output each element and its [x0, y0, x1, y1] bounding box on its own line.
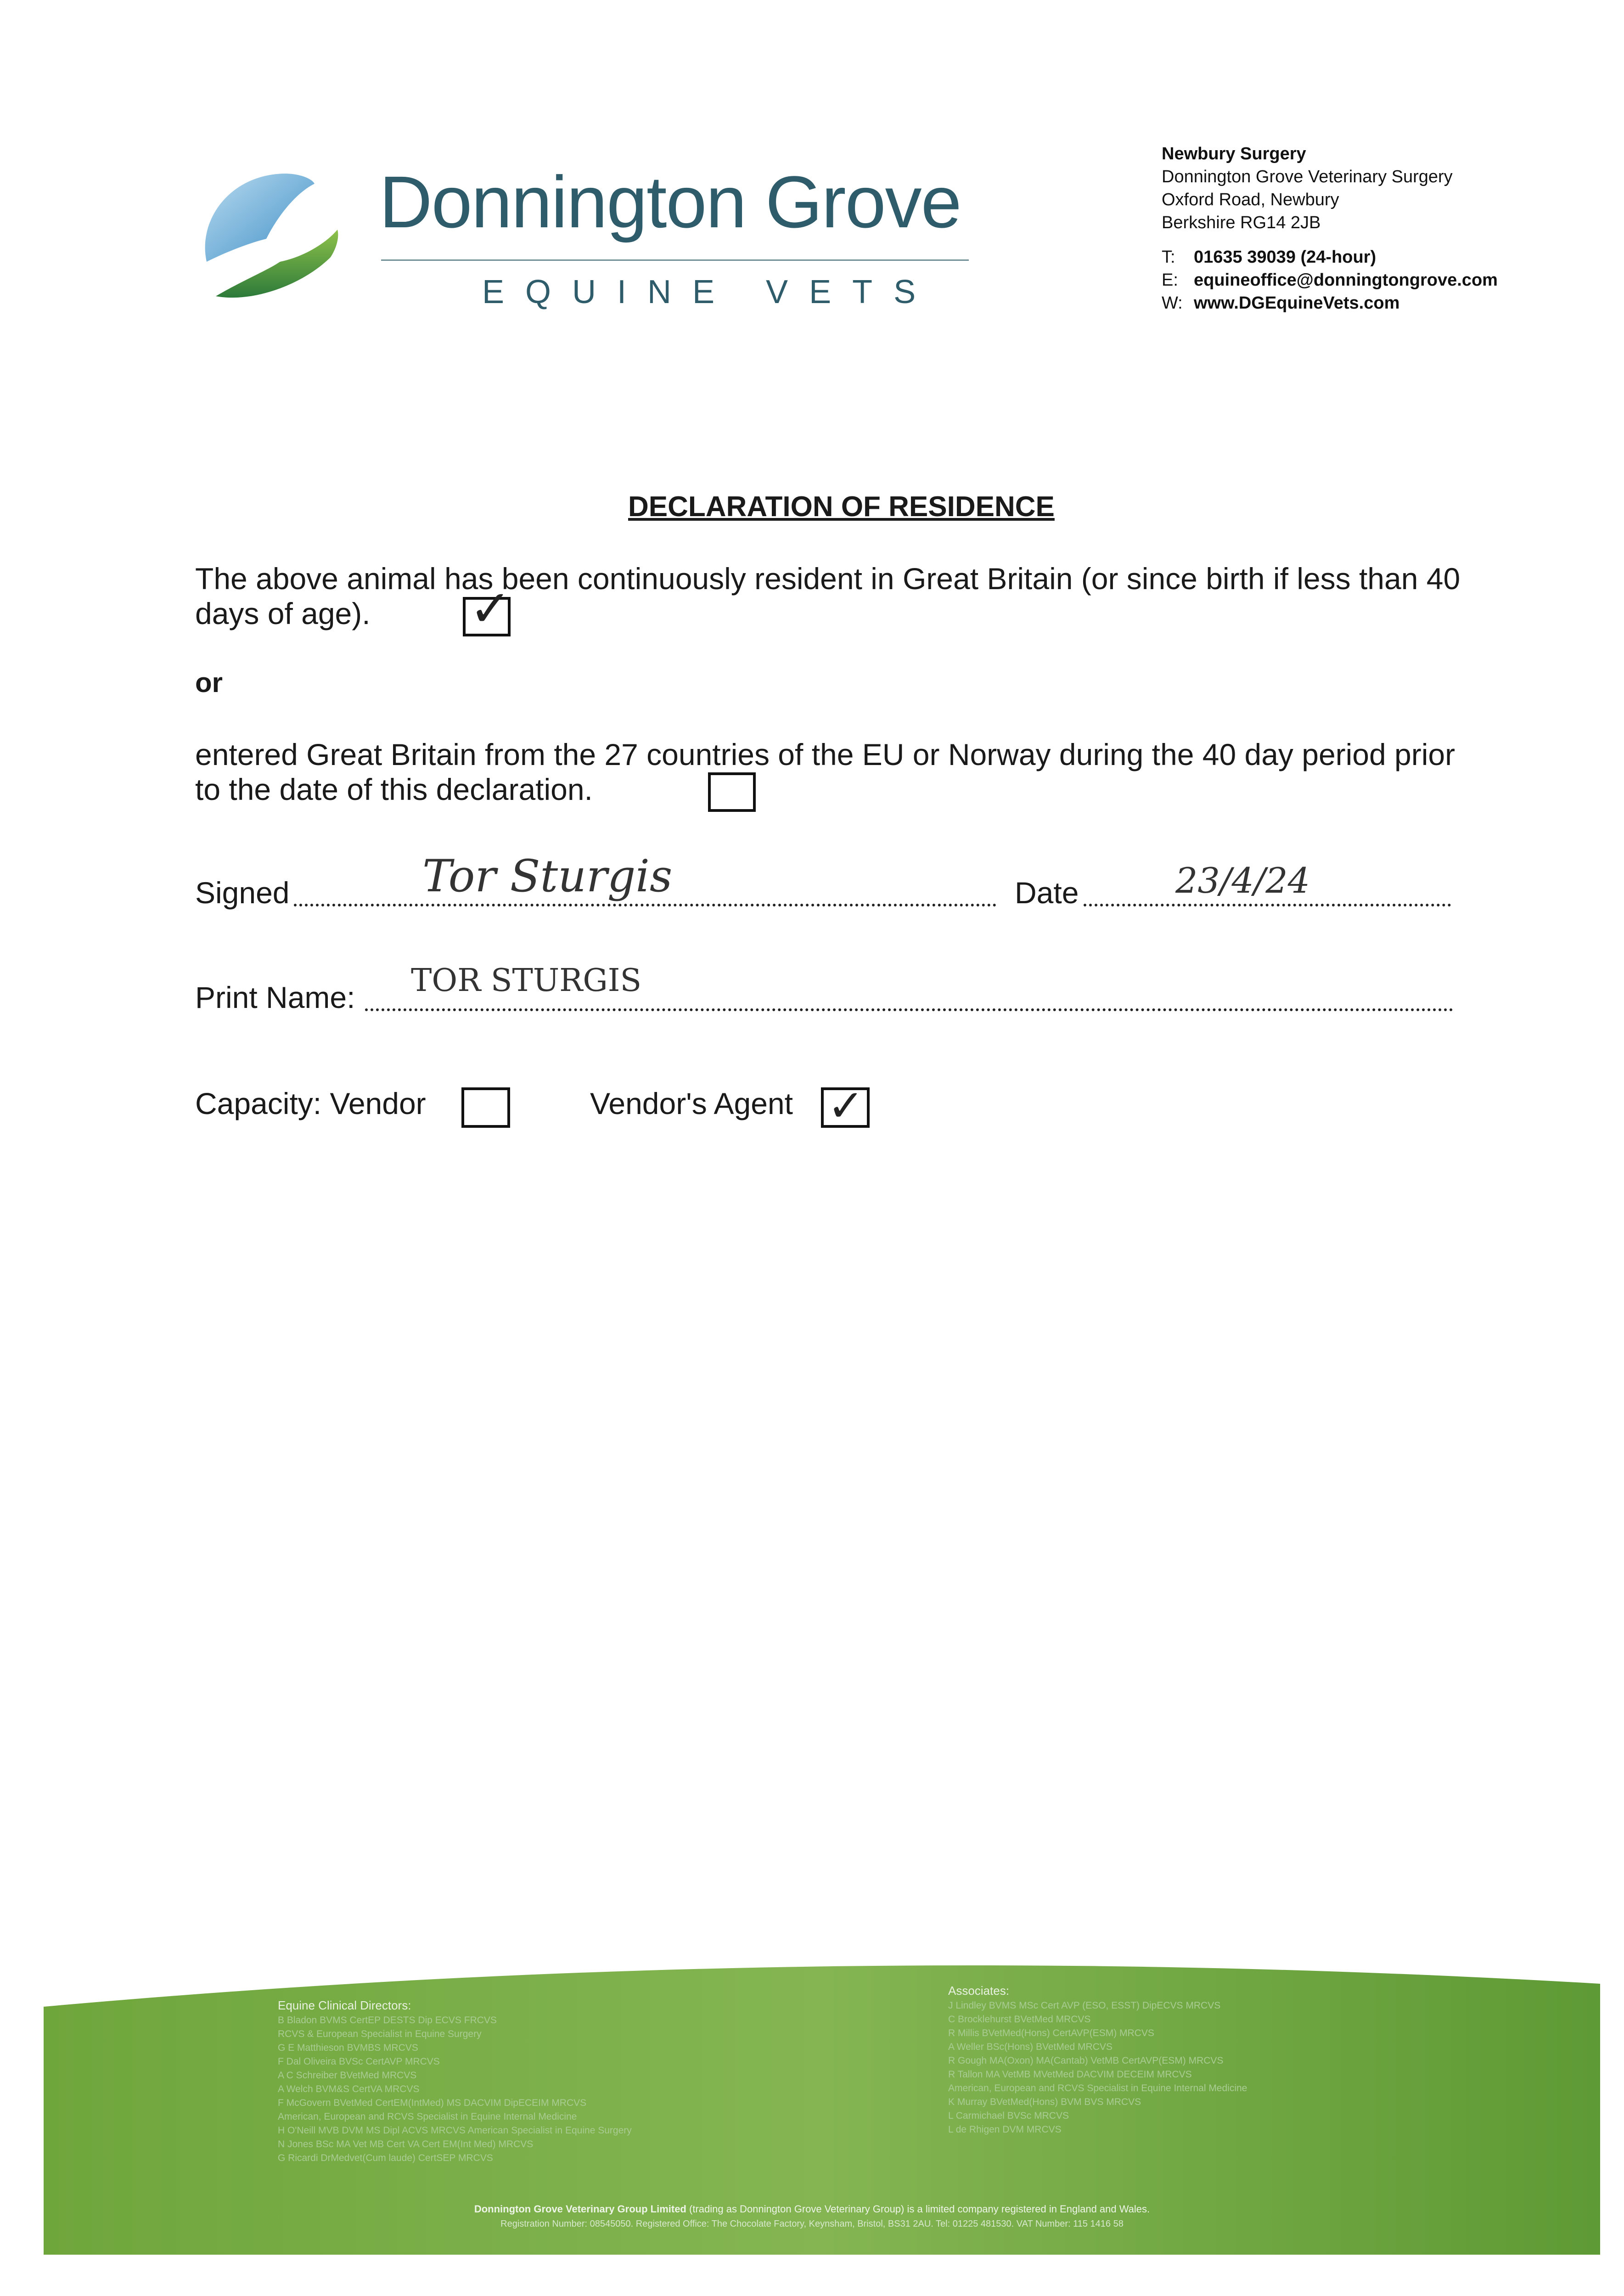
- brand-subtitle: EQUINE VETS: [482, 274, 937, 310]
- option-resident-text: The above animal has been continuously resident in Great Britain (or since birth if less than 40 days of age).: [195, 562, 1461, 630]
- associate-item: J Lindley BVMS MSc Cert AVP (ESO, ESST) DipECVS MRCVS: [948, 2000, 1221, 2011]
- company-name: Donnington Grove Veterinary Group Limited: [474, 2203, 686, 2215]
- capacity-vendor-label: Capacity: Vendor: [195, 1086, 426, 1120]
- option-entered-text: entered Great Britain from the 27 countries of the EU or Norway during the 40 day period prior to the date of this declaration.: [195, 737, 1455, 806]
- director-item: RCVS & European Specialist in Equine Surgery: [278, 2029, 482, 2039]
- website-link[interactable]: www.DGEquineVets.com: [1194, 293, 1400, 313]
- or-label: or: [195, 667, 223, 698]
- directors-list: [278, 2014, 632, 2165]
- associate-item: American, European and RCVS Specialist in Equine Internal Medicine: [948, 2083, 1248, 2093]
- surgery-address: [1162, 142, 1453, 234]
- address-line-1: Donnington Grove Veterinary Surgery: [1162, 167, 1453, 186]
- associates-heading: Associates:: [948, 1984, 1009, 1998]
- signature-line: [294, 904, 996, 906]
- surgery-name: Newbury Surgery: [1162, 144, 1306, 163]
- vendors-agent-tick-icon: ✓: [827, 1080, 865, 1131]
- address-line-2: Oxford Road, Newbury: [1162, 190, 1339, 209]
- entered-checkbox[interactable]: [708, 772, 756, 812]
- vendors-agent-label: Vendor's Agent: [590, 1086, 793, 1120]
- director-item: American, European and RCVS Specialist in Equine Internal Medicine: [278, 2111, 577, 2122]
- director-item: N Jones BSc MA Vet MB Cert VA Cert EM(Int Med) MRCVS: [278, 2139, 534, 2150]
- director-item: G E Matthieson BVMBS MRCVS: [278, 2043, 418, 2053]
- signed-label: Signed: [195, 876, 290, 910]
- footer-green-band: [0, 1952, 1624, 2296]
- footer-company-line: [0, 2203, 1624, 2215]
- director-item: A C Schreiber BVetMed MRCVS: [278, 2070, 417, 2081]
- document-title: DECLARATION OF RESIDENCE: [628, 491, 1055, 523]
- brand-divider: [381, 259, 969, 261]
- address-line-3: Berkshire RG14 2JB: [1162, 213, 1321, 232]
- director-item: G Ricardi DrMedvet(Cum laude) CertSEP MRCVS: [278, 2153, 493, 2163]
- resident-tick-icon: ✓: [469, 579, 512, 638]
- web-label: W:: [1162, 293, 1183, 313]
- email-label: E:: [1162, 270, 1178, 290]
- date-handwriting[interactable]: 23/4/24: [1175, 860, 1310, 901]
- vendor-checkbox[interactable]: [461, 1087, 510, 1128]
- associate-item: R Gough MA(Oxon) MA(Cantab) VetMB CertAVP(ESM) MRCVS: [948, 2055, 1224, 2066]
- phone-value: 01635 39039 (24-hour): [1194, 248, 1377, 267]
- associate-item: R Millis BVetMed(Hons) CertAVP(ESM) MRCVS: [948, 2028, 1154, 2038]
- associate-item: L Carmichael BVSc MRCVS: [948, 2110, 1069, 2121]
- brand-name: Donnington Grove: [379, 161, 961, 243]
- phone-label: T:: [1162, 248, 1175, 267]
- signature-handwriting[interactable]: Tor Sturgis: [422, 850, 673, 902]
- donnington-grove-logo-icon: [197, 165, 354, 321]
- print-name-label: Print Name:: [195, 980, 355, 1014]
- associate-item: A Weller BSc(Hons) BVetMed MRCVS: [948, 2042, 1113, 2052]
- director-item: B Bladon BVMS CertEP DESTS Dip ECVS FRCVS: [278, 2015, 497, 2026]
- director-item: F Dal Oliveira BVSc CertAVP MRCVS: [278, 2056, 440, 2067]
- date-line: [1084, 904, 1451, 906]
- directors-heading: Equine Clinical Directors:: [278, 1998, 411, 2012]
- associate-item: K Murray BVetMed(Hons) BVM BVS MRCVS: [948, 2097, 1141, 2107]
- director-item: H O'Neill MVB DVM MS Dipl ACVS MRCVS American Specialist in Equine Surgery: [278, 2125, 632, 2136]
- print-name-line: [365, 1008, 1453, 1011]
- email-link[interactable]: equineoffice@donningtongrove.com: [1194, 270, 1498, 290]
- print-name-handwriting[interactable]: TOR STURGIS: [411, 962, 642, 999]
- associate-item: C Brocklehurst BVetMed MRCVS: [948, 2014, 1091, 2025]
- company-description: (trading as Donnington Grove Veterinary Group) is a limited company registered in England and Wales.: [689, 2203, 1150, 2215]
- director-item: A Welch BVM&S CertVA MRCVS: [278, 2084, 420, 2094]
- associate-item: R Tallon MA VetMB MVetMed DACVIM DECEIM MRCVS: [948, 2069, 1192, 2080]
- contact-details: [1162, 246, 1498, 315]
- associate-item: L de Rhigen DVM MRCVS: [948, 2124, 1062, 2135]
- associates-list: [948, 1999, 1247, 2137]
- director-item: F McGovern BVetMed CertEM(IntMed) MS DACVIM DipECEIM MRCVS: [278, 2098, 587, 2108]
- footer-registration: Registration Number: 08545050. Registered Office: The Chocolate Factory, Keynsham, Bristol, BS31 2AU. Tel: 01225 481530. VAT Number: 115 1416 58: [500, 2219, 1124, 2229]
- date-label: Date: [1015, 876, 1079, 910]
